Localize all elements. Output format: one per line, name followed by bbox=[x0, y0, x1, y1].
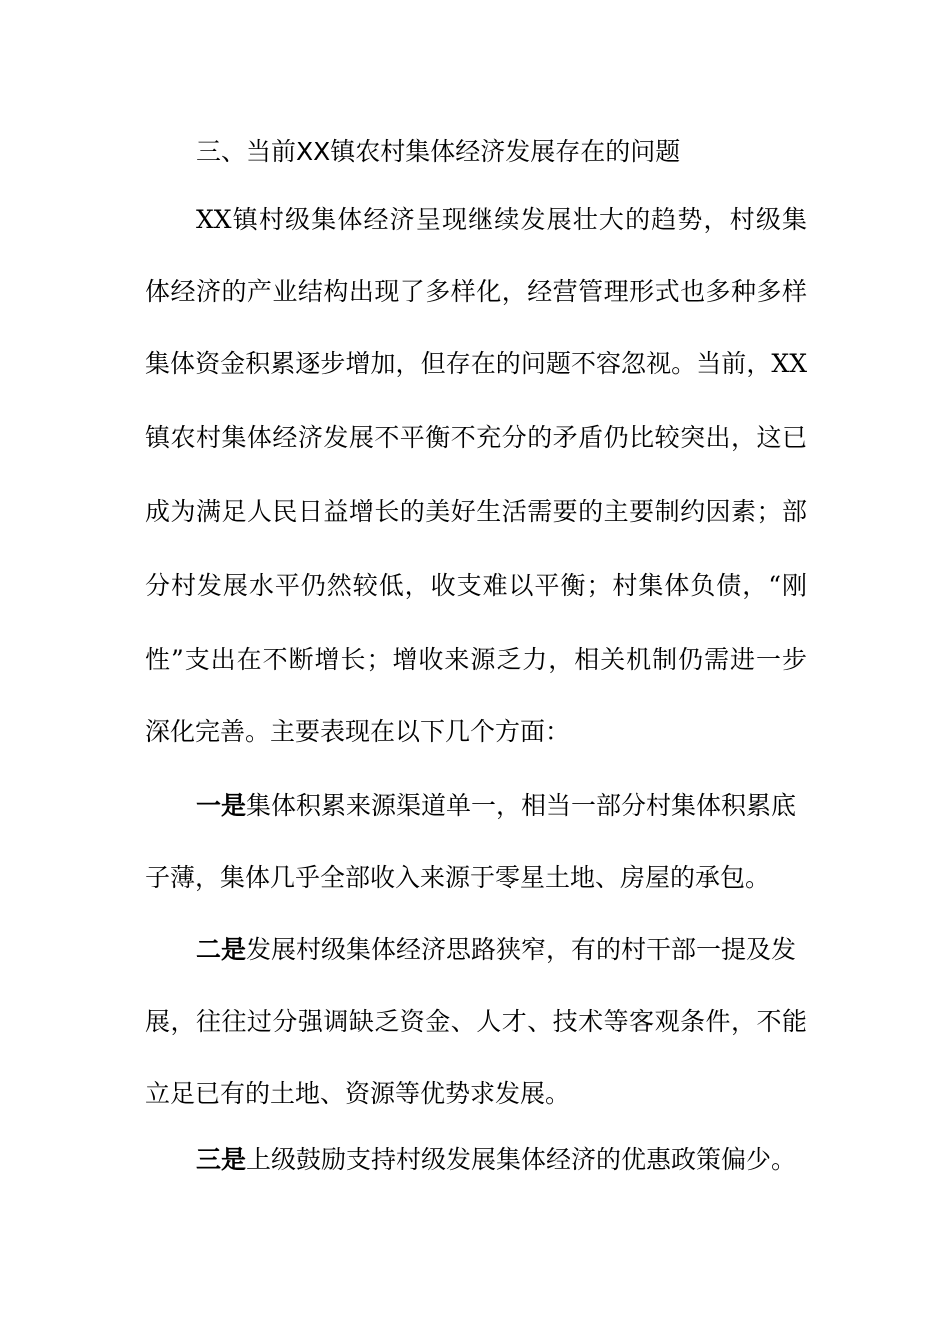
point-one-text: 集体积累来源渠道单一，相当一部分村集体积累底 bbox=[246, 791, 797, 820]
paragraph-line: 深化完善。主要表现在以下几个方面： bbox=[145, 717, 571, 746]
point-two-line-1 bbox=[196, 930, 807, 970]
point-two-lead: 二是 bbox=[196, 935, 247, 964]
paragraph-line: 成为满足人民日益增长的美好生活需要的主要制约因素；部 bbox=[145, 497, 807, 526]
paragraph-line: 性”支出在不断增长；增收来源乏力，相关机制仍需进一步 bbox=[145, 645, 807, 674]
paragraph-line: 立足已有的土地、资源等优势求发展。 bbox=[145, 1079, 571, 1108]
paragraph-line: 分村发展水平仍然较低，收支难以平衡；村集体负债，“刚 bbox=[145, 571, 807, 600]
point-three-text: 上级鼓励支持村级发展集体经济的优惠政策偏少。 bbox=[246, 1145, 797, 1174]
point-three-line-1 bbox=[196, 1140, 807, 1180]
point-three-lead: 三是 bbox=[196, 1145, 247, 1174]
paragraph-line: 展，往往过分强调缺乏资金、人才、技术等客观条件，不能 bbox=[145, 1007, 807, 1036]
section-heading: 三、当前XX镇农村集体经济发展存在的问题 bbox=[196, 137, 681, 166]
point-two-text: 发展村级集体经济思路狭窄，有的村干部一提及发 bbox=[246, 935, 797, 964]
paragraph-line: XX镇村级集体经济呈现继续发展壮大的趋势，村级集 bbox=[196, 205, 807, 234]
paragraph-line: 子薄，集体几乎全部收入来源于零星土地、房屋的承包。 bbox=[145, 863, 771, 892]
paragraph-line: 体经济的产业结构出现了多样化，经营管理形式也多种多样 bbox=[145, 277, 807, 306]
point-one-line-1 bbox=[196, 786, 807, 826]
paragraph-line: 镇农村集体经济发展不平衡不充分的矛盾仍比较突出，这已 bbox=[145, 423, 807, 452]
point-one-lead: 一是 bbox=[196, 791, 247, 820]
paragraph-line: 集体资金积累逐步增加，但存在的问题不容忽视。当前，XX bbox=[145, 349, 807, 378]
